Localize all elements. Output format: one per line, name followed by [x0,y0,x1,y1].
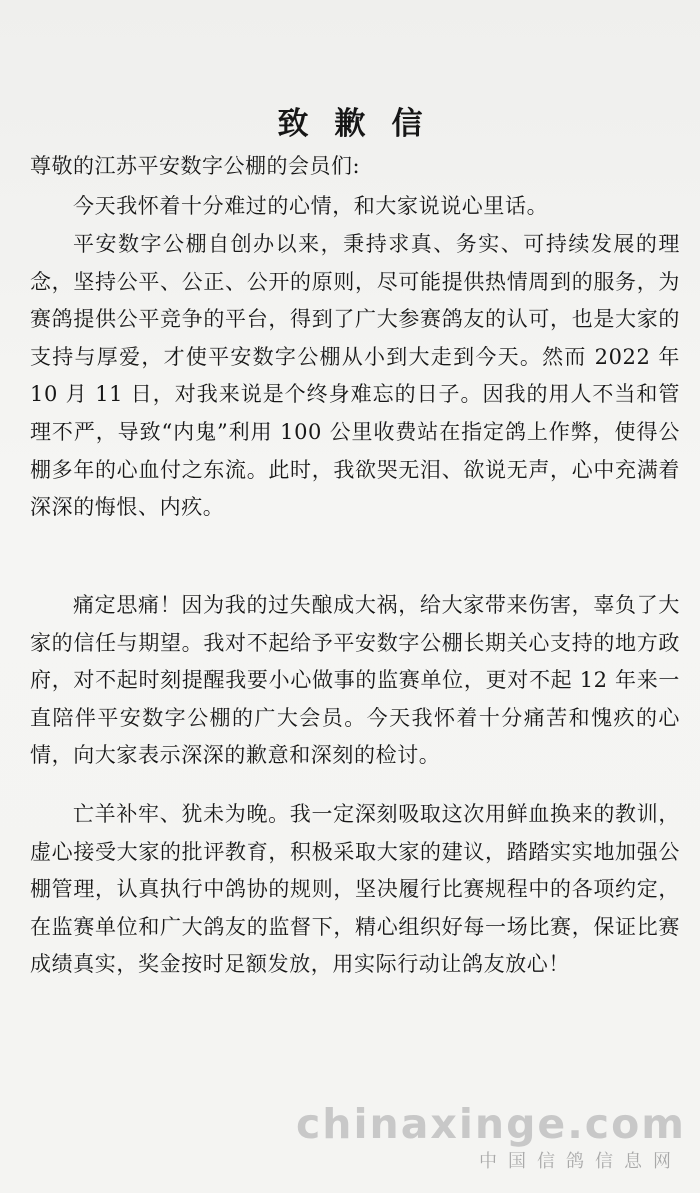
letter-paragraph: 平安数字公棚自创办以来，秉持求真、务实、可持续发展的理念，坚持公平、公正、公开的原则，尽可能提供热情周到的服务，为赛鸽提供公平竞争的平台，得到了广大参赛鸽友的认可，也是大家的支持与厚爱，才使平安数字公棚从小到大走到今天。然而 2022 年 10 月 11 日，对我来说是个终身难忘的日子。因我的用人不当和管理不严，导致“内鬼”利用 100 公里收费站在指定鸽上作弊，使得公棚多年的心血付之东流。此时，我欲哭无泪、欲说无声，心中充满着深深的悔恨、内疚。 [30,232,680,520]
letter-paragraph: 今天我怀着十分难过的心情，和大家说说心里话。 [73,194,549,218]
letter-salutation: 尊敬的江苏平安数字公棚的会员们: [30,154,361,178]
watermark-site-name: 中国信鸽信息网 [479,1151,682,1172]
letter-paragraph: 亡羊补牢、犹未为晚。我一定深刻吸取这次用鲜血换来的教训，虚心接受大家的批评教育，积极采取大家的建议，踏踏实实地加强公棚管理，认真执行中鸽协的规则，坚决履行比赛规程中的各项约定，在监赛单位和广大鸽友的监督下，精心组织好每一场比赛，保证比赛成绩真实，奖金按时足额发放，用实际行动让鸽友放心！ [30,802,680,977]
letter-title: 致歉信 [277,106,449,142]
watermark-domain: chinaxinge.com [295,1100,686,1148]
letter-paragraph: 痛定思痛！因为我的过失酿成大祸，给大家带来伤害，辜负了大家的信任与期望。我对不起给予平安数字公棚长期关心支持的地方政府，对不起时刻提醒我要小心做事的监赛单位，更对不起 12 年来一直陪伴平安数字公棚的广大会员。今天我怀着十分痛苦和愧疚的心情，向大家表示深深的歉意和深刻的检讨。 [30,593,680,768]
